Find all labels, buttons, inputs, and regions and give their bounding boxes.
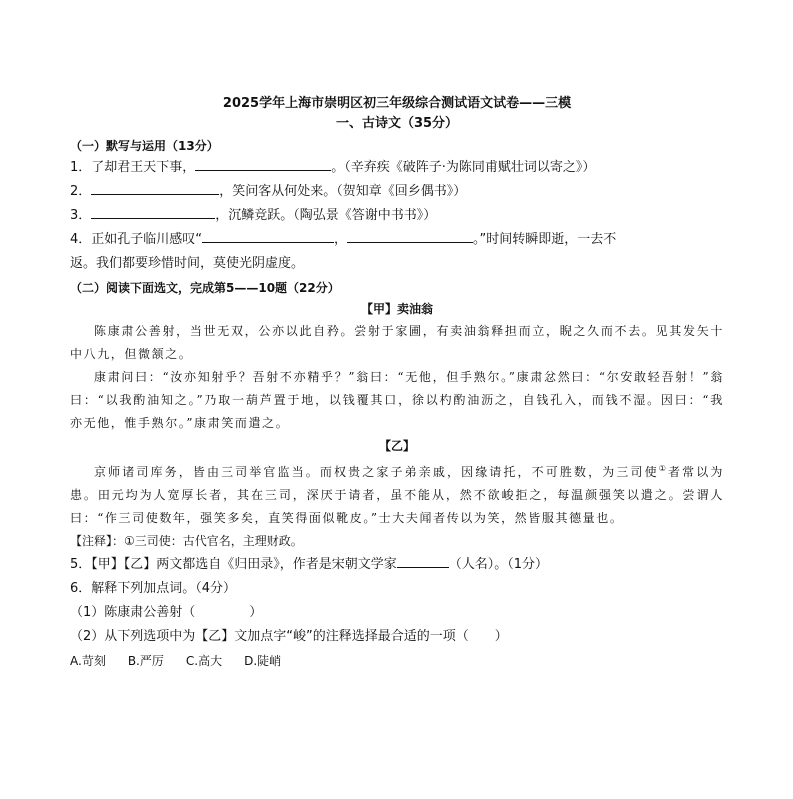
question-3-suffix: ，沉鳞竞跃。（陶弘景《答谢中书书》） xyxy=(215,208,437,223)
question-5-suffix: （人名）。（1分） xyxy=(448,557,549,572)
question-6-1 xyxy=(70,601,724,625)
question-6-2: （2）从下列选项中为【乙】文加点字“峻”的注释选择最合适的一项（ ） xyxy=(70,629,508,644)
section2-heading: （二）阅读下面选文，完成第5——10题（22分） xyxy=(70,281,340,295)
option-b[interactable]: B.严厉 xyxy=(127,654,164,668)
passage-yi-text-b: 者常以为患。田元均为人宽厚长者，其在三司，深厌于请者，虽不能从，然不欲峻拒之，每温颜强笑以遣之。尝谓人曰：“作三司使数年，强笑多矣，直笑得面似靴皮。”士大夫闻者传以为笑，然皆服其德量也。 xyxy=(70,465,724,525)
passage-jia-title: 【甲】卖油翁 xyxy=(360,302,433,316)
question-5-prefix: 5．【甲】【乙】两文都选自《归田录》，作者是宋朝文学家 xyxy=(70,557,397,572)
option-a[interactable]: A.苛刻 xyxy=(70,654,106,668)
footnote-marker: ① xyxy=(658,464,669,473)
passage-yi-text-a: 京师诸司库务，皆由三司举官监当。而权贵之家子弟亲戚，因缘请托，不可胜数，为三司使 xyxy=(94,465,659,479)
question-1 xyxy=(70,156,724,180)
question-3 xyxy=(70,204,724,228)
option-d[interactable]: D.陡峭 xyxy=(244,654,282,668)
question-2 xyxy=(70,180,724,204)
question-6: 6．解释下列加点词。（4分） xyxy=(70,581,237,596)
question-2-suffix: ，笑问客从何处来。（贺知章《回乡偶书》） xyxy=(219,184,467,199)
question-4-middle: ， xyxy=(334,232,348,247)
answer-blank-4b[interactable] xyxy=(347,228,473,243)
question-4-suffix: 。”时间转瞬即逝，一去不 xyxy=(473,232,617,247)
exam-page xyxy=(70,88,724,673)
passage-jia-paragraph-1: 陈康肃公善射，当世无双，公亦以此自矜。尝射于家圃，有卖油翁释担而立，睨之久而不去。见其发矢十中八九，但微颔之。 xyxy=(70,324,724,361)
question-2-prefix: 2． xyxy=(70,184,92,199)
part-title: 一、古诗文（35分） xyxy=(335,116,459,131)
question-1-prefix: 1．了却君王天下事， xyxy=(70,160,196,175)
passage-yi-title: 【乙】 xyxy=(378,439,415,453)
answer-blank-5[interactable] xyxy=(397,553,449,568)
answer-blank-4a[interactable] xyxy=(202,228,334,243)
question-4-prefix: 4．正如孔子临川感叹“ xyxy=(70,232,203,247)
passage-yi-paragraph-1 xyxy=(70,457,724,530)
answer-blank-2[interactable] xyxy=(91,180,219,195)
question-5 xyxy=(70,553,724,577)
option-c[interactable]: C.高大 xyxy=(185,654,223,668)
answer-blank-1[interactable] xyxy=(195,156,331,171)
question-4-line2: 返。我们都要珍惜时间，莫使光阴虚度。 xyxy=(70,256,305,271)
choice-options xyxy=(70,649,724,673)
annotation-note: 【注释】：①三司使：古代官名，主理财政。 xyxy=(70,534,303,548)
exam-title: 2025学年上海市崇明区初三年级综合测试语文试卷——三模 xyxy=(222,96,572,111)
passage-jia-paragraph-2: 康肃问曰：“汝亦知射乎？吾射不亦精乎？”翁曰：“无他，但手熟尔。”康肃忿然曰：“尔安敢轻吾射！”翁曰：“以我酌油知之。”乃取一葫芦置于地，以钱覆其口，徐以杓酌油沥之，自钱孔入，而钱不湿。因曰：“我亦无他，惟手熟尔。”康肃笑而遣之。 xyxy=(70,370,724,430)
question-1-suffix: 。（辛弃疾《破阵子·为陈同甫赋壮词以寄之》） xyxy=(331,160,596,175)
section1-heading: （一）默写与运用（13分） xyxy=(70,139,219,153)
answer-blank-3[interactable] xyxy=(91,204,215,219)
question-6-1-suffix: ） xyxy=(249,605,263,620)
question-3-prefix: 3． xyxy=(70,208,92,223)
question-4 xyxy=(70,228,724,252)
question-6-1-prefix: （1）陈康肃公善射（ xyxy=(70,605,196,620)
